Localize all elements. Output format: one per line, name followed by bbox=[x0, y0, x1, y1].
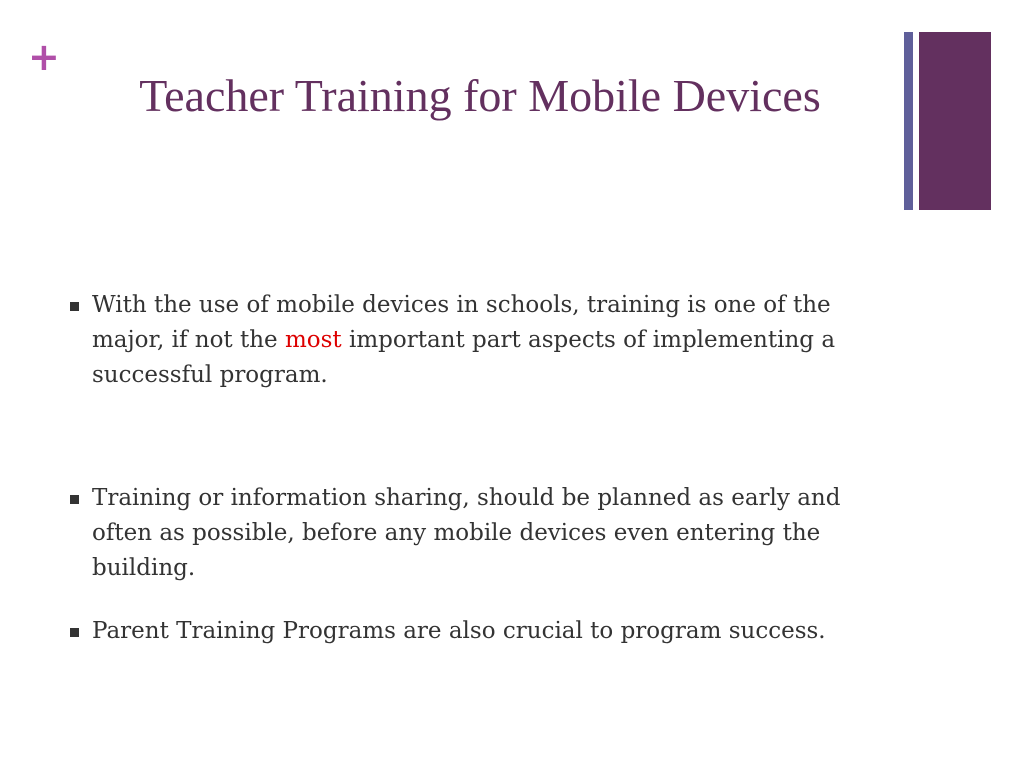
bullet-item bbox=[68, 614, 826, 649]
bullet-item bbox=[68, 288, 888, 393]
decorative-bar-thick bbox=[919, 32, 991, 210]
bullet-text-highlight: most bbox=[284, 327, 342, 353]
square-bullet-icon bbox=[70, 628, 79, 637]
bullet-item bbox=[68, 481, 888, 586]
plus-icon: + bbox=[28, 35, 60, 79]
bullet-text: Training or information sharing, should be planned as early and often as possible, before any mobile devices even entering the building. bbox=[92, 485, 841, 581]
square-bullet-icon bbox=[70, 495, 79, 504]
bullet-text-after: important part aspects of implementing a successful program. bbox=[92, 327, 836, 388]
slide-title: Teacher Training for Mobile Devices bbox=[139, 70, 821, 121]
square-bullet-icon bbox=[70, 302, 79, 311]
decorative-bar-thin bbox=[904, 32, 913, 210]
bullet-text: Parent Training Programs are also crucial to program success. bbox=[92, 618, 826, 644]
bullet-text-before: With the use of mobile devices in schools, training is one of the major, if not the bbox=[92, 292, 831, 353]
